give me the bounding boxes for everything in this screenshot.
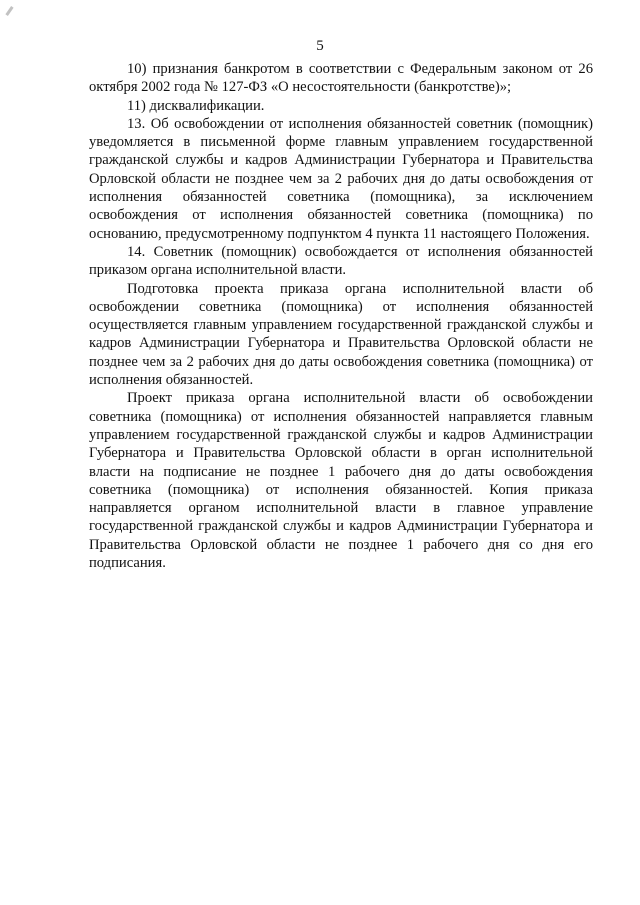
paragraph-order-signing: Проект приказа органа исполнительной власти об освобождении советника (помощника) от исполнения обязанностей направляется главным управлением государственной гражданской службы и кадров Администрации Губернатора и Правительства Орловской области в орган исполнительной власти на подписание не позднее 1 рабочего дня до даты освобождения советника (помощника) от исполнения обязанностей. Копия приказа направляется органом исполнительной власти в главное управление государственной гражданской службы и кадров Администрации Губернатора и Правительства Орловской области не позднее 1 рабочего дня со дня его подписания. <box>89 390 593 572</box>
paragraph-clause-14: 14. Советник (помощник) освобождается от исполнения обязанностей приказом органа исполнительной власти. <box>89 243 593 279</box>
paragraph-clause-13: 13. Об освобождении от исполнения обязанностей советник (помощник) уведомляется в письменной форме главным управлением государственной гражданской службы и кадров Администрации Губернатора и Правительства Орловской области не позднее чем за 2 рабочих дня до даты освобождения от исполнения обязанностей советника (помощника), за исключением освобождения от исполнения обязанностей советника (помощника) по основанию, предусмотренному подпунктом 4 пункта 11 настоящего Положения. <box>89 115 593 242</box>
scan-artifact <box>5 6 13 16</box>
paragraph-item-11: 11) дисквалификации. <box>127 97 265 114</box>
paragraph-order-preparation: Подготовка проекта приказа органа исполнительной власти об освобождении советника (помощника) от исполнения обязанностей осуществляется главным управлением государственной гражданской службы и кадров Администрации Губернатора и Правительства Орловской области не позднее чем за 2 рабочих дня до даты освобождения советника (помощника) от исполнения обязанностей. <box>89 280 593 389</box>
page-number: 5 <box>316 38 324 54</box>
document-body <box>89 60 593 572</box>
paragraph-item-10: 10) признания банкротом в соответствии с Федеральным законом от 26 октября 2002 года № 127-ФЗ «О несостоятельности (банкротстве)»; <box>89 61 593 96</box>
